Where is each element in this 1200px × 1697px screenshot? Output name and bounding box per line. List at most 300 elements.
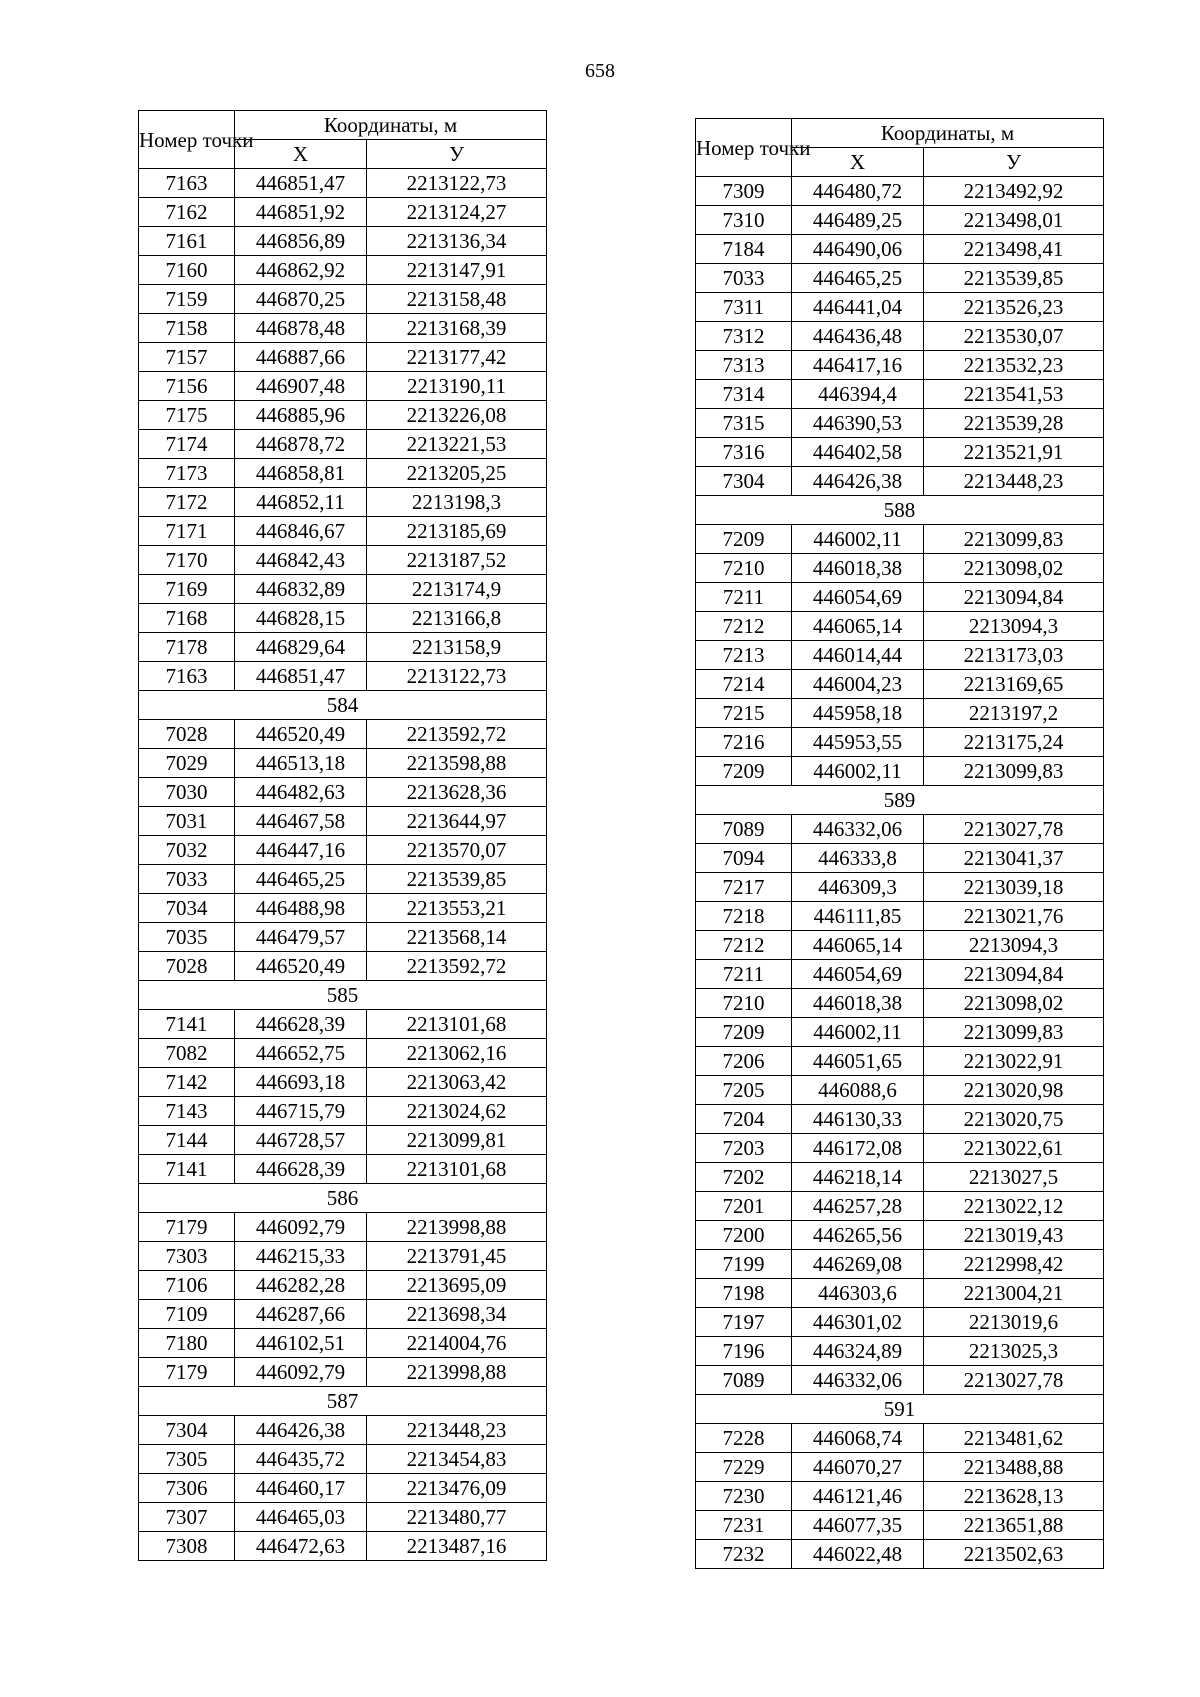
y-coordinate-cell: 2213185,69 bbox=[367, 517, 547, 546]
table-row bbox=[696, 1337, 1104, 1366]
x-coordinate-cell: 446426,38 bbox=[235, 1416, 367, 1445]
y-coordinate-cell: 2213099,81 bbox=[367, 1126, 547, 1155]
y-coordinate-cell: 2213022,61 bbox=[924, 1134, 1104, 1163]
x-coordinate-cell: 446490,06 bbox=[792, 235, 924, 264]
y-coordinate-cell: 2213173,03 bbox=[924, 641, 1104, 670]
point-number-cell: 7089 bbox=[696, 815, 792, 844]
x-coordinate-cell: 446907,48 bbox=[235, 372, 367, 401]
section-row bbox=[139, 981, 547, 1010]
x-coordinate-cell: 446257,28 bbox=[792, 1192, 924, 1221]
y-coordinate-cell: 2213502,63 bbox=[924, 1540, 1104, 1569]
point-number-cell: 7229 bbox=[696, 1453, 792, 1482]
y-coordinate-cell: 2213492,92 bbox=[924, 177, 1104, 206]
table-row bbox=[696, 380, 1104, 409]
y-coordinate-cell: 2213027,78 bbox=[924, 1366, 1104, 1395]
table-body-right bbox=[696, 177, 1104, 1569]
point-number-cell: 7106 bbox=[139, 1271, 235, 1300]
point-number-cell: 7170 bbox=[139, 546, 235, 575]
y-coordinate-cell: 2213101,68 bbox=[367, 1010, 547, 1039]
point-number-cell: 7161 bbox=[139, 227, 235, 256]
point-number-cell: 7218 bbox=[696, 902, 792, 931]
table-row bbox=[139, 575, 547, 604]
point-number-cell: 7315 bbox=[696, 409, 792, 438]
table-row bbox=[139, 198, 547, 227]
y-coordinate-cell: 2213488,88 bbox=[924, 1453, 1104, 1482]
point-number-cell: 7198 bbox=[696, 1279, 792, 1308]
x-coordinate-cell: 446856,89 bbox=[235, 227, 367, 256]
x-coordinate-cell: 446333,8 bbox=[792, 844, 924, 873]
table-row bbox=[139, 1329, 547, 1358]
y-header: У bbox=[367, 140, 547, 169]
point-number-cell: 7082 bbox=[139, 1039, 235, 1068]
y-coordinate-cell: 2213628,13 bbox=[924, 1482, 1104, 1511]
point-number-cell: 7089 bbox=[696, 1366, 792, 1395]
point-number-cell: 7232 bbox=[696, 1540, 792, 1569]
x-coordinate-cell: 446885,96 bbox=[235, 401, 367, 430]
table-row bbox=[696, 1482, 1104, 1511]
table-row bbox=[696, 728, 1104, 757]
point-number-cell: 7197 bbox=[696, 1308, 792, 1337]
point-number-cell: 7205 bbox=[696, 1076, 792, 1105]
x-header: Х bbox=[792, 148, 924, 177]
table-row bbox=[696, 1540, 1104, 1569]
y-coordinate-cell: 2212998,42 bbox=[924, 1250, 1104, 1279]
coordinates-header: Координаты, м bbox=[235, 111, 547, 140]
table-row bbox=[696, 1221, 1104, 1250]
section-row bbox=[139, 1387, 547, 1416]
x-coordinate-cell: 446728,57 bbox=[235, 1126, 367, 1155]
y-coordinate-cell: 2213526,23 bbox=[924, 293, 1104, 322]
y-coordinate-cell: 2213101,68 bbox=[367, 1155, 547, 1184]
x-coordinate-cell: 446111,85 bbox=[792, 902, 924, 931]
table-row bbox=[139, 401, 547, 430]
y-coordinate-cell: 2213098,02 bbox=[924, 989, 1104, 1018]
x-coordinate-cell: 446332,06 bbox=[792, 1366, 924, 1395]
y-coordinate-cell: 2213022,12 bbox=[924, 1192, 1104, 1221]
point-number-cell: 7031 bbox=[139, 807, 235, 836]
x-coordinate-cell: 446088,6 bbox=[792, 1076, 924, 1105]
point-number-cell: 7214 bbox=[696, 670, 792, 699]
table-row bbox=[139, 865, 547, 894]
y-coordinate-cell: 2213598,88 bbox=[367, 749, 547, 778]
section-row bbox=[696, 496, 1104, 525]
point-number-cell: 7196 bbox=[696, 1337, 792, 1366]
x-header: Х bbox=[235, 140, 367, 169]
section-number: 589 bbox=[696, 786, 1104, 815]
table-row bbox=[696, 1105, 1104, 1134]
point-number-cell: 7305 bbox=[139, 1445, 235, 1474]
section-number: 585 bbox=[139, 981, 547, 1010]
y-coordinate-cell: 2213539,85 bbox=[924, 264, 1104, 293]
point-number-cell: 7034 bbox=[139, 894, 235, 923]
x-coordinate-cell: 446309,3 bbox=[792, 873, 924, 902]
y-coordinate-cell: 2213187,52 bbox=[367, 546, 547, 575]
x-coordinate-cell: 446465,03 bbox=[235, 1503, 367, 1532]
table-row bbox=[139, 1242, 547, 1271]
x-coordinate-cell: 446652,75 bbox=[235, 1039, 367, 1068]
point-number-cell: 7212 bbox=[696, 931, 792, 960]
table-row bbox=[696, 1453, 1104, 1482]
x-coordinate-cell: 446303,6 bbox=[792, 1279, 924, 1308]
point-number-cell: 7179 bbox=[139, 1213, 235, 1242]
section-row bbox=[696, 1395, 1104, 1424]
x-coordinate-cell: 446002,11 bbox=[792, 1018, 924, 1047]
point-number-cell: 7163 bbox=[139, 169, 235, 198]
y-coordinate-cell: 2213122,73 bbox=[367, 169, 547, 198]
y-coordinate-cell: 2213530,07 bbox=[924, 322, 1104, 351]
y-coordinate-cell: 2213098,02 bbox=[924, 554, 1104, 583]
y-coordinate-cell: 2213094,3 bbox=[924, 931, 1104, 960]
x-coordinate-cell: 446070,27 bbox=[792, 1453, 924, 1482]
table-row bbox=[696, 612, 1104, 641]
point-number-cell: 7156 bbox=[139, 372, 235, 401]
y-coordinate-cell: 2213124,27 bbox=[367, 198, 547, 227]
point-number-cell: 7314 bbox=[696, 380, 792, 409]
x-coordinate-cell: 446887,66 bbox=[235, 343, 367, 372]
x-coordinate-cell: 446130,33 bbox=[792, 1105, 924, 1134]
x-coordinate-cell: 446628,39 bbox=[235, 1155, 367, 1184]
point-number-cell: 7310 bbox=[696, 206, 792, 235]
x-coordinate-cell: 445953,55 bbox=[792, 728, 924, 757]
point-number-cell: 7215 bbox=[696, 699, 792, 728]
point-number-cell: 7231 bbox=[696, 1511, 792, 1540]
point-number-cell: 7308 bbox=[139, 1532, 235, 1561]
x-coordinate-cell: 446878,48 bbox=[235, 314, 367, 343]
table-row bbox=[139, 1271, 547, 1300]
table-row bbox=[139, 285, 547, 314]
x-coordinate-cell: 446465,25 bbox=[792, 264, 924, 293]
table-row bbox=[139, 1474, 547, 1503]
x-coordinate-cell: 446004,23 bbox=[792, 670, 924, 699]
x-coordinate-cell: 446479,57 bbox=[235, 923, 367, 952]
y-coordinate-cell: 2213568,14 bbox=[367, 923, 547, 952]
y-coordinate-cell: 2213592,72 bbox=[367, 720, 547, 749]
table-row bbox=[696, 409, 1104, 438]
point-number-cell: 7304 bbox=[696, 467, 792, 496]
table-row bbox=[139, 1097, 547, 1126]
x-coordinate-cell: 446878,72 bbox=[235, 430, 367, 459]
y-coordinate-cell: 2213174,9 bbox=[367, 575, 547, 604]
table-row bbox=[139, 517, 547, 546]
x-coordinate-cell: 446077,35 bbox=[792, 1511, 924, 1540]
y-coordinate-cell: 2213022,91 bbox=[924, 1047, 1104, 1076]
point-number-cell: 7159 bbox=[139, 285, 235, 314]
point-number-cell: 7307 bbox=[139, 1503, 235, 1532]
table-row bbox=[139, 1300, 547, 1329]
point-number-cell: 7168 bbox=[139, 604, 235, 633]
x-coordinate-cell: 446102,51 bbox=[235, 1329, 367, 1358]
table-row bbox=[696, 1018, 1104, 1047]
point-number-cell: 7144 bbox=[139, 1126, 235, 1155]
table-row bbox=[696, 1279, 1104, 1308]
table-row bbox=[696, 1163, 1104, 1192]
point-number-cell: 7216 bbox=[696, 728, 792, 757]
y-coordinate-cell: 2213158,9 bbox=[367, 633, 547, 662]
point-number-cell: 7028 bbox=[139, 952, 235, 981]
y-coordinate-cell: 2213094,84 bbox=[924, 583, 1104, 612]
point-number-cell: 7094 bbox=[696, 844, 792, 873]
y-coordinate-cell: 2213147,91 bbox=[367, 256, 547, 285]
point-number-cell: 7180 bbox=[139, 1329, 235, 1358]
table-row bbox=[696, 322, 1104, 351]
x-coordinate-cell: 446417,16 bbox=[792, 351, 924, 380]
point-number-cell: 7206 bbox=[696, 1047, 792, 1076]
x-coordinate-cell: 445958,18 bbox=[792, 699, 924, 728]
y-coordinate-cell: 2213122,73 bbox=[367, 662, 547, 691]
x-coordinate-cell: 446828,15 bbox=[235, 604, 367, 633]
y-coordinate-cell: 2213190,11 bbox=[367, 372, 547, 401]
point-number-cell: 7304 bbox=[139, 1416, 235, 1445]
y-coordinate-cell: 2213644,97 bbox=[367, 807, 547, 836]
point-number-cell: 7210 bbox=[696, 554, 792, 583]
x-coordinate-cell: 446851,92 bbox=[235, 198, 367, 227]
x-coordinate-cell: 446092,79 bbox=[235, 1213, 367, 1242]
x-coordinate-cell: 446065,14 bbox=[792, 612, 924, 641]
y-coordinate-cell: 2213024,62 bbox=[367, 1097, 547, 1126]
y-coordinate-cell: 2213480,77 bbox=[367, 1503, 547, 1532]
point-number-cell: 7184 bbox=[696, 235, 792, 264]
y-coordinate-cell: 2213487,16 bbox=[367, 1532, 547, 1561]
point-number-cell: 7228 bbox=[696, 1424, 792, 1453]
y-coordinate-cell: 2213998,88 bbox=[367, 1358, 547, 1387]
point-number-cell: 7178 bbox=[139, 633, 235, 662]
point-number-cell: 7211 bbox=[696, 583, 792, 612]
point-number-cell: 7162 bbox=[139, 198, 235, 227]
y-header: У bbox=[924, 148, 1104, 177]
table-row bbox=[139, 1532, 547, 1561]
table-row bbox=[139, 807, 547, 836]
y-coordinate-cell: 2213004,21 bbox=[924, 1279, 1104, 1308]
y-coordinate-cell: 2213532,23 bbox=[924, 351, 1104, 380]
point-number-cell: 7174 bbox=[139, 430, 235, 459]
table-row bbox=[696, 1134, 1104, 1163]
y-coordinate-cell: 2213539,28 bbox=[924, 409, 1104, 438]
x-coordinate-cell: 446460,17 bbox=[235, 1474, 367, 1503]
table-row bbox=[696, 873, 1104, 902]
section-number: 586 bbox=[139, 1184, 547, 1213]
section-number: 591 bbox=[696, 1395, 1104, 1424]
y-coordinate-cell: 2213039,18 bbox=[924, 873, 1104, 902]
table-row bbox=[696, 902, 1104, 931]
y-coordinate-cell: 2213541,53 bbox=[924, 380, 1104, 409]
table-row bbox=[139, 952, 547, 981]
point-number-cell: 7313 bbox=[696, 351, 792, 380]
table-row bbox=[139, 1068, 547, 1097]
table-row bbox=[696, 293, 1104, 322]
point-number-cell: 7316 bbox=[696, 438, 792, 467]
y-coordinate-cell: 2213198,3 bbox=[367, 488, 547, 517]
table-row bbox=[139, 372, 547, 401]
table-row bbox=[696, 206, 1104, 235]
table-row bbox=[139, 488, 547, 517]
point-number-cell: 7230 bbox=[696, 1482, 792, 1511]
section-number: 584 bbox=[139, 691, 547, 720]
x-coordinate-cell: 446002,11 bbox=[792, 757, 924, 786]
table-row bbox=[139, 1039, 547, 1068]
table-row bbox=[139, 430, 547, 459]
y-coordinate-cell: 2213205,25 bbox=[367, 459, 547, 488]
x-coordinate-cell: 446054,69 bbox=[792, 960, 924, 989]
y-coordinate-cell: 2213998,88 bbox=[367, 1213, 547, 1242]
coordinates-table-right bbox=[695, 118, 1104, 1569]
y-coordinate-cell: 2213448,23 bbox=[367, 1416, 547, 1445]
point-number-cell: 7309 bbox=[696, 177, 792, 206]
table-row bbox=[139, 1416, 547, 1445]
point-number-cell: 7035 bbox=[139, 923, 235, 952]
table-row bbox=[696, 1192, 1104, 1221]
x-coordinate-cell: 446014,44 bbox=[792, 641, 924, 670]
y-coordinate-cell: 2213020,75 bbox=[924, 1105, 1104, 1134]
x-coordinate-cell: 446715,79 bbox=[235, 1097, 367, 1126]
table-row bbox=[139, 314, 547, 343]
y-coordinate-cell: 2213027,5 bbox=[924, 1163, 1104, 1192]
y-coordinate-cell: 2213592,72 bbox=[367, 952, 547, 981]
coordinates-table-left bbox=[138, 110, 547, 1561]
y-coordinate-cell: 2213177,42 bbox=[367, 343, 547, 372]
point-number-cell: 7033 bbox=[139, 865, 235, 894]
x-coordinate-cell: 446628,39 bbox=[235, 1010, 367, 1039]
x-coordinate-cell: 446851,47 bbox=[235, 662, 367, 691]
x-coordinate-cell: 446489,25 bbox=[792, 206, 924, 235]
section-row bbox=[696, 786, 1104, 815]
y-coordinate-cell: 2213498,01 bbox=[924, 206, 1104, 235]
y-coordinate-cell: 2213099,83 bbox=[924, 1018, 1104, 1047]
table-row bbox=[696, 989, 1104, 1018]
y-coordinate-cell: 2213454,83 bbox=[367, 1445, 547, 1474]
x-coordinate-cell: 446829,64 bbox=[235, 633, 367, 662]
y-coordinate-cell: 2213651,88 bbox=[924, 1511, 1104, 1540]
x-coordinate-cell: 446324,89 bbox=[792, 1337, 924, 1366]
table-row bbox=[139, 894, 547, 923]
point-number-cell: 7303 bbox=[139, 1242, 235, 1271]
y-coordinate-cell: 2213021,76 bbox=[924, 902, 1104, 931]
table-row bbox=[696, 1308, 1104, 1337]
table-row bbox=[696, 235, 1104, 264]
y-coordinate-cell: 2213094,84 bbox=[924, 960, 1104, 989]
table-row bbox=[139, 459, 547, 488]
point-number-cell: 7200 bbox=[696, 1221, 792, 1250]
table-row bbox=[139, 720, 547, 749]
point-number-cell: 7157 bbox=[139, 343, 235, 372]
point-number-cell: 7030 bbox=[139, 778, 235, 807]
x-coordinate-cell: 446467,58 bbox=[235, 807, 367, 836]
table-row bbox=[139, 1503, 547, 1532]
x-coordinate-cell: 446068,74 bbox=[792, 1424, 924, 1453]
y-coordinate-cell: 2213628,36 bbox=[367, 778, 547, 807]
y-coordinate-cell: 2213099,83 bbox=[924, 525, 1104, 554]
x-coordinate-cell: 446121,46 bbox=[792, 1482, 924, 1511]
x-coordinate-cell: 446465,25 bbox=[235, 865, 367, 894]
x-coordinate-cell: 446002,11 bbox=[792, 525, 924, 554]
table-row bbox=[696, 757, 1104, 786]
x-coordinate-cell: 446282,28 bbox=[235, 1271, 367, 1300]
x-coordinate-cell: 446065,14 bbox=[792, 931, 924, 960]
x-coordinate-cell: 446520,49 bbox=[235, 952, 367, 981]
page-number: 658 bbox=[585, 60, 615, 82]
table-row bbox=[696, 467, 1104, 496]
x-coordinate-cell: 446390,53 bbox=[792, 409, 924, 438]
x-coordinate-cell: 446218,14 bbox=[792, 1163, 924, 1192]
point-number-cell: 7217 bbox=[696, 873, 792, 902]
point-number-cell: 7158 bbox=[139, 314, 235, 343]
x-coordinate-cell: 446862,92 bbox=[235, 256, 367, 285]
point-number-cell: 7141 bbox=[139, 1155, 235, 1184]
point-number-cell: 7163 bbox=[139, 662, 235, 691]
table-row bbox=[696, 815, 1104, 844]
y-coordinate-cell: 2213099,83 bbox=[924, 757, 1104, 786]
point-number-cell: 7172 bbox=[139, 488, 235, 517]
table-row bbox=[696, 641, 1104, 670]
point-number-cell: 7211 bbox=[696, 960, 792, 989]
section-number: 587 bbox=[139, 1387, 547, 1416]
table-row bbox=[696, 177, 1104, 206]
y-coordinate-cell: 2213025,3 bbox=[924, 1337, 1104, 1366]
point-number-header: Номер точки bbox=[696, 119, 792, 177]
table-row bbox=[696, 1076, 1104, 1105]
point-number-cell: 7033 bbox=[696, 264, 792, 293]
y-coordinate-cell: 2213221,53 bbox=[367, 430, 547, 459]
table-row bbox=[139, 836, 547, 865]
y-coordinate-cell: 2213553,21 bbox=[367, 894, 547, 923]
x-coordinate-cell: 446520,49 bbox=[235, 720, 367, 749]
x-coordinate-cell: 446842,43 bbox=[235, 546, 367, 575]
point-number-header: Номер точки bbox=[139, 111, 235, 169]
table-row bbox=[139, 633, 547, 662]
y-coordinate-cell: 2213027,78 bbox=[924, 815, 1104, 844]
x-coordinate-cell: 446394,4 bbox=[792, 380, 924, 409]
x-coordinate-cell: 446441,04 bbox=[792, 293, 924, 322]
x-coordinate-cell: 446054,69 bbox=[792, 583, 924, 612]
table-row bbox=[139, 256, 547, 285]
table-row bbox=[696, 525, 1104, 554]
x-coordinate-cell: 446480,72 bbox=[792, 177, 924, 206]
table-row bbox=[139, 1358, 547, 1387]
x-coordinate-cell: 446301,02 bbox=[792, 1308, 924, 1337]
y-coordinate-cell: 2213019,43 bbox=[924, 1221, 1104, 1250]
point-number-cell: 7141 bbox=[139, 1010, 235, 1039]
y-coordinate-cell: 2213481,62 bbox=[924, 1424, 1104, 1453]
table-row bbox=[696, 844, 1104, 873]
x-coordinate-cell: 446852,11 bbox=[235, 488, 367, 517]
x-coordinate-cell: 446426,38 bbox=[792, 467, 924, 496]
point-number-cell: 7169 bbox=[139, 575, 235, 604]
x-coordinate-cell: 446447,16 bbox=[235, 836, 367, 865]
x-coordinate-cell: 446265,56 bbox=[792, 1221, 924, 1250]
table-row bbox=[696, 1511, 1104, 1540]
table-row bbox=[696, 554, 1104, 583]
y-coordinate-cell: 2214004,76 bbox=[367, 1329, 547, 1358]
y-coordinate-cell: 2213175,24 bbox=[924, 728, 1104, 757]
coordinates-header: Координаты, м bbox=[792, 119, 1104, 148]
y-coordinate-cell: 2213448,23 bbox=[924, 467, 1104, 496]
table-row bbox=[696, 1366, 1104, 1395]
table-row bbox=[696, 438, 1104, 467]
point-number-cell: 7203 bbox=[696, 1134, 792, 1163]
y-coordinate-cell: 2213020,98 bbox=[924, 1076, 1104, 1105]
x-coordinate-cell: 446482,63 bbox=[235, 778, 367, 807]
y-coordinate-cell: 2213539,85 bbox=[367, 865, 547, 894]
table-body-left bbox=[139, 169, 547, 1561]
x-coordinate-cell: 446436,48 bbox=[792, 322, 924, 351]
x-coordinate-cell: 446488,98 bbox=[235, 894, 367, 923]
x-coordinate-cell: 446846,67 bbox=[235, 517, 367, 546]
y-coordinate-cell: 2213570,07 bbox=[367, 836, 547, 865]
y-coordinate-cell: 2213498,41 bbox=[924, 235, 1104, 264]
x-coordinate-cell: 446269,08 bbox=[792, 1250, 924, 1279]
table-row bbox=[696, 960, 1104, 989]
x-coordinate-cell: 446693,18 bbox=[235, 1068, 367, 1097]
y-coordinate-cell: 2213476,09 bbox=[367, 1474, 547, 1503]
